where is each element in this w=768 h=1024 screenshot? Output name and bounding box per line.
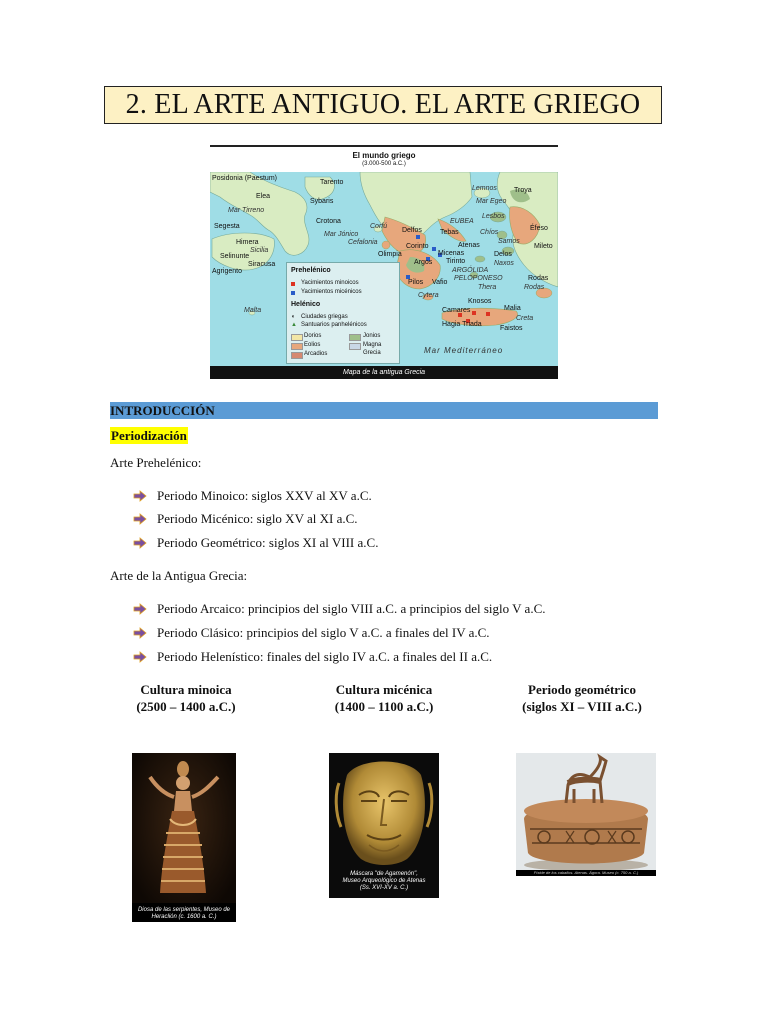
list-item-text: Periodo Arcaico: principios del siglo VIII a.C. a principios del siglo V a.C. <box>157 601 546 616</box>
subhead-periodizacion: Periodización <box>111 428 187 443</box>
map-legend <box>286 262 400 364</box>
map-label-hagia-triada: Hagia Triada <box>442 321 482 328</box>
map-label-thera: Thera <box>478 284 497 291</box>
map-label-argolida: ARGÓLIDA <box>452 267 489 274</box>
map-label-posidonia: Posidonia (Paestum) <box>212 175 277 182</box>
map-label-citera: Cytera <box>418 292 439 299</box>
legend-minoic-marker <box>291 282 295 286</box>
map-label-lesbos: Lesbos <box>482 213 505 220</box>
map-label-agrigento: Agrigento <box>212 268 242 275</box>
map-label-mar-jonico: Mar Jónico <box>324 231 359 238</box>
map-label-micenas: Micenas <box>438 250 465 257</box>
map-label-eubea: EUBEA <box>450 218 474 225</box>
photo-geometric-pyxis <box>516 753 656 876</box>
map-label-cefalonia: Cefalonia <box>348 239 378 246</box>
list-item <box>133 625 490 641</box>
arrow-bullet-icon <box>133 537 147 549</box>
culture-name: Cultura micénica <box>335 682 433 697</box>
legend-ciudades: Ciudades griegas <box>301 314 348 320</box>
photo-snake-goddess <box>132 753 236 922</box>
list-item <box>133 488 372 504</box>
photo-caption-line-1: Máscara "de Agamenón", <box>350 871 418 877</box>
map-label-samos: Samos <box>498 238 520 245</box>
map-label-corfu: Corfú <box>370 223 388 230</box>
list-item-text: Periodo Helenístico: finales del siglo IV a.C. a finales del II a.C. <box>157 649 493 664</box>
list-item <box>133 601 546 617</box>
arrow-bullet-icon <box>133 513 147 525</box>
photo-caption-line-2: Museo Arqueológico de Atenas <box>342 878 426 884</box>
culture-dates: (siglos XI – VIII a.C.) <box>522 699 642 714</box>
map-label-faistos: Faistos <box>500 325 523 332</box>
map-label-peloponeso: PELOPONESO <box>454 275 503 282</box>
legend-santuarios: Santuarios panhelénicos <box>301 322 367 328</box>
snake-goddess-image <box>132 753 236 922</box>
legend-dorios-swatch <box>291 334 303 341</box>
map-label-selinunte: Selinunte <box>220 253 250 260</box>
legend-jonios-swatch <box>349 334 361 341</box>
legend-yac-micenicos: Yacimientos micénicos <box>301 289 362 295</box>
photo-caption: Diosa de las serpientes, Museo de Heraclión (c. 1600 a. C.) <box>137 907 231 920</box>
map-label-elea: Elea <box>256 193 271 200</box>
map-label-rodas-island: Rodas <box>524 284 545 291</box>
legend-jonios: Jonios <box>363 333 381 339</box>
arrow-bullet-icon <box>133 490 147 502</box>
culture-dates: (1400 – 1100 a.C.) <box>334 699 434 714</box>
map-label-vafio: Vafio <box>432 279 448 286</box>
map-label-mar-tirreno: Mar Tirreno <box>228 207 265 214</box>
culture-heading-minoica <box>96 681 276 715</box>
section-title: INTRODUCCIÓN <box>110 403 215 418</box>
list-item <box>133 649 492 665</box>
map-label-camares: Camares <box>442 307 471 314</box>
legend-eolios: Eolios <box>304 342 321 348</box>
map-subtitle: (3.000-500 a.C.) <box>362 161 406 167</box>
map-label-knosos: Knosos <box>468 298 492 305</box>
legend-dorios: Dorios <box>304 333 322 339</box>
legend-arcadios-swatch <box>291 352 303 359</box>
list-item-text: Periodo Geométrico: siglos XI al VIII a.C. <box>157 535 379 550</box>
culture-dates: (2500 – 1400 a.C.) <box>136 699 236 714</box>
map-header <box>210 147 558 172</box>
legend-grecia: Grecia <box>363 350 381 356</box>
arrow-bullet-icon <box>133 651 147 663</box>
map-label-siracusa: Siracusa <box>248 261 276 268</box>
map-title: El mundo griego <box>352 151 416 160</box>
label-arte-prehelenico: Arte Prehelénico: <box>110 455 202 470</box>
culture-name: Cultura minoica <box>140 682 232 697</box>
map-label-delos: Delos <box>494 251 512 258</box>
map-label-efeso: Éfeso <box>530 225 548 232</box>
map-label-troya: Troya <box>514 187 532 194</box>
list-item <box>133 511 358 527</box>
culture-heading-geometrico <box>492 681 672 715</box>
legend-arcadios: Arcadios <box>304 351 328 357</box>
section-bar-introduccion <box>110 402 658 419</box>
map-label-tarento: Tarento <box>320 179 344 186</box>
map-label-chios: Chíos <box>480 229 499 236</box>
legend-sanctuary-icon: ▲ <box>291 322 297 328</box>
map-label-argos: Argos <box>414 259 433 266</box>
map-label-atenas: Atenas <box>458 242 480 249</box>
legend-helenico: Helénico <box>291 301 321 308</box>
map-label-himera: Himera <box>236 239 259 246</box>
map-label-lemnos: Lemnos <box>472 185 497 192</box>
map-label-crotona: Crotona <box>316 218 341 225</box>
map-label-mileto: Mileto <box>534 243 553 250</box>
page-title: 2. EL ARTE ANTIGUO. EL ARTE GRIEGO <box>125 89 641 120</box>
map-label-mar-mediterraneo: Mar Mediterráneo <box>424 346 504 355</box>
arrow-bullet-icon <box>133 627 147 639</box>
map-label-creta: Creta <box>516 315 534 322</box>
legend-eolios-swatch <box>291 343 303 350</box>
photo-caption-line-3: (Ss. XVI-XV a. C.) <box>359 885 409 891</box>
legend-magna-swatch <box>349 343 361 350</box>
culture-name: Periodo geométrico <box>528 682 636 697</box>
page-title-box <box>104 86 662 124</box>
map-label-sicilia: Sicilia <box>250 247 269 254</box>
list-item-text: Periodo Clásico: principios del siglo V a.C. a finales del IV a.C. <box>157 625 490 640</box>
map-label-pilos: Pilos <box>408 279 424 286</box>
map-caption: Mapa de la antigua Grecia <box>210 366 558 379</box>
label-arte-antigua-grecia: Arte de la Antigua Grecia: <box>110 568 248 583</box>
map-label-rodas: Rodas <box>528 275 549 282</box>
photo-mask-agamemnon <box>329 753 439 898</box>
map-label-malia: Malia <box>504 305 521 312</box>
culture-heading-micenica <box>294 681 474 715</box>
legend-city-icon: ◖ <box>291 314 295 320</box>
list-item <box>133 535 378 551</box>
map-label-delfos: Delfos <box>402 227 422 234</box>
geometric-pyxis-image <box>516 753 656 876</box>
map-label-sybaris: Sybaris <box>310 198 334 205</box>
arrow-bullet-icon <box>133 603 147 615</box>
legend-prehelenico: Prehelénico <box>291 267 331 274</box>
legend-magna: Magna <box>363 342 382 348</box>
map-label-segesta: Segesta <box>214 223 240 230</box>
map-ancient-greece <box>210 145 558 379</box>
map-label-malta: Malta <box>244 307 262 314</box>
map-label-olimpia: Olimpia <box>378 251 402 258</box>
map-label-mar-egeo: Mar Egeo <box>476 198 507 205</box>
photo-caption: Píxide de los caballos. Atenas. Ágora. Museo (c. 750 a. C.) <box>533 870 639 875</box>
legend-yac-minoicos: Yacimientos minoicos <box>301 280 359 286</box>
legend-mycenaean-marker <box>291 291 295 295</box>
map-label-tirinto: Tirinto <box>446 258 466 265</box>
list-item-text: Periodo Micénico: siglo XV al XI a.C. <box>157 511 358 526</box>
map-label-corinto: Corinto <box>406 243 429 250</box>
photo-caption <box>331 871 437 892</box>
map-label-tebas: Tebas <box>440 229 459 236</box>
list-item-text: Periodo Minoico: siglos XXV al XV a.C. <box>157 488 372 503</box>
map-label-naxos: Naxos <box>494 260 514 267</box>
